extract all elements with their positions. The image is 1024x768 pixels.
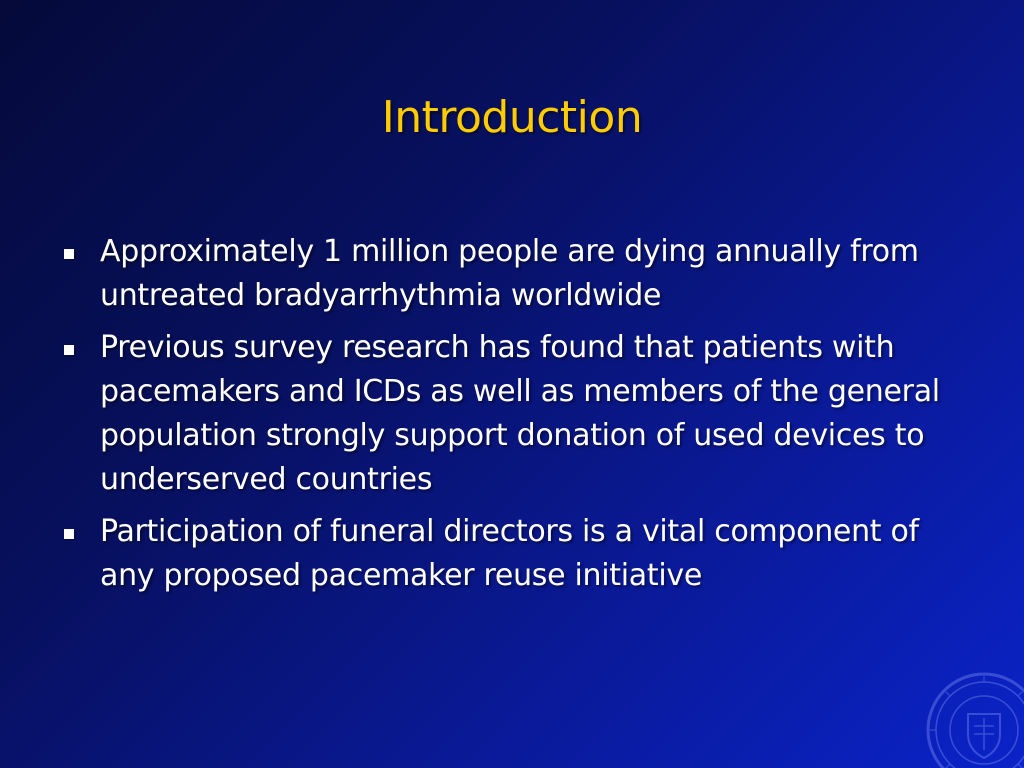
university-seal-icon (924, 670, 1024, 768)
bullet-list (60, 230, 980, 606)
bullet-text: Previous survey research has found that patients with pacemakers and ICDs as well as members of the general population strongly support donation of used devices to underserved countries (100, 330, 940, 497)
bullet-text: Participation of funeral directors is a vital component of any proposed pacemaker reuse initiative (100, 514, 919, 593)
square-bullet-icon (64, 345, 74, 355)
bullet-item (60, 510, 980, 598)
bullet-item (60, 230, 980, 318)
bullet-item (60, 326, 980, 502)
square-bullet-icon (64, 249, 74, 259)
slide-title: Introduction (381, 92, 643, 143)
square-bullet-icon (64, 529, 74, 539)
bullet-text: Approximately 1 million people are dying annually from untreated bradyarrhythmia worldwide (100, 234, 919, 313)
